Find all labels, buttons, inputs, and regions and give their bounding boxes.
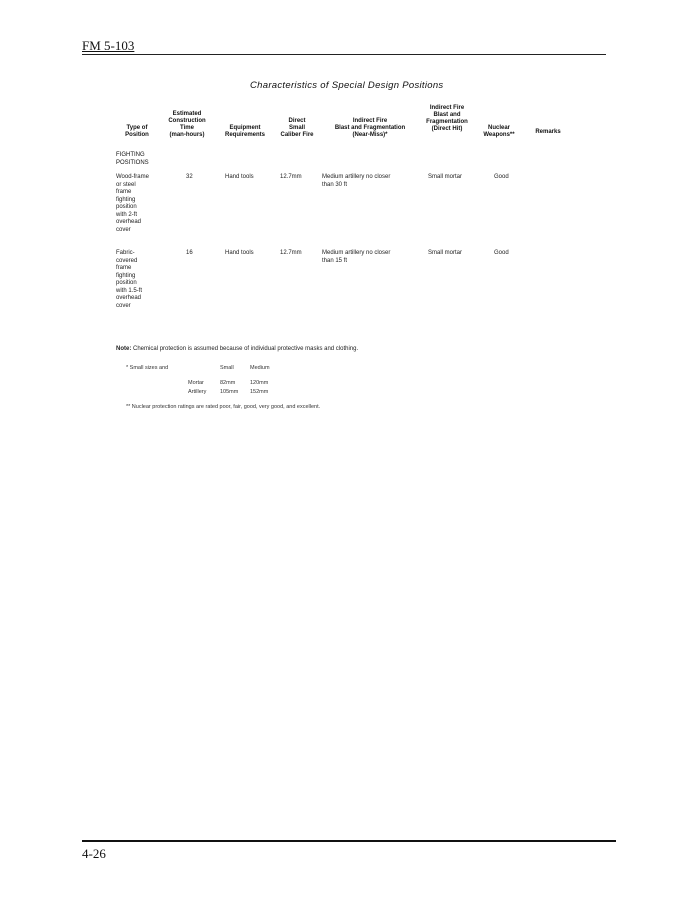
row-1-equipment: Hand tools — [225, 174, 254, 180]
size-row-mortar-name: Mortar — [188, 380, 204, 386]
row-1-time: 32 — [186, 174, 193, 180]
row-1-type: Wood-frame or steel frame fighting position with 2-ft overhead cover — [116, 174, 149, 233]
row-2-near-miss: Medium artillery no closer than 15 ft — [322, 250, 391, 264]
size-row-artillery-medium: 152mm — [250, 389, 269, 395]
note-text: Chemical protection is assumed because of individual protective masks and clothing. — [133, 346, 359, 352]
column-header-direct-hit: Indirect Fire Blast and Fragmentation (Direct Hit) — [426, 105, 468, 132]
table-note — [116, 346, 358, 352]
row-2-equipment: Hand tools — [225, 250, 254, 256]
size-row-mortar-medium: 120mm — [250, 380, 269, 386]
size-row-mortar-small: 82mm — [220, 380, 236, 386]
row-2-direct-fire: 12.7mm — [280, 250, 302, 256]
column-header-remarks: Remarks — [535, 129, 561, 135]
size-row-artillery-small: 105mm — [220, 389, 239, 395]
row-1-near-miss: Medium artillery no closer than 30 ft — [322, 174, 391, 188]
column-header-equipment: Equipment Requirements — [224, 125, 265, 138]
row-2-time: 16 — [186, 250, 193, 256]
page-footer-rule — [82, 840, 616, 842]
page-header — [82, 40, 606, 55]
row-2-direct-hit: Small mortar — [428, 250, 463, 256]
footnote-size-intro: * Small sizes and — [126, 365, 169, 371]
table-title: Characteristics of Special Design Positions — [250, 80, 444, 91]
column-header-time: Estimated Construction Time (man-hours) — [168, 111, 206, 138]
column-header-nuclear: Nuclear Weapons** — [483, 125, 515, 138]
row-2-nuclear: Good — [494, 250, 509, 256]
size-header-medium: Medium — [250, 365, 270, 371]
section-label: FIGHTING POSITIONS — [116, 152, 149, 166]
row-1-direct-fire: 12.7mm — [280, 174, 302, 180]
column-header-type: Type of Position — [125, 125, 149, 138]
row-2-type: Fabric- covered frame fighting position with 1.5-ft overhead cover — [116, 250, 143, 309]
row-1-nuclear: Good — [494, 174, 509, 180]
size-row-artillery-name: Artillery — [188, 389, 207, 395]
row-1-direct-hit: Small mortar — [428, 174, 463, 180]
note-label: Note: — [116, 346, 132, 352]
footnote-nuclear: ** Nuclear protection ratings are rated poor, fair, good, very good, and excellent. — [126, 404, 321, 410]
column-header-near-miss: Indirect Fire Blast and Fragmentation (Near-Miss)* — [334, 118, 406, 138]
column-header-direct-fire: Direct Small Caliber Fire — [280, 118, 314, 138]
document-id: FM 5-103 — [82, 38, 135, 53]
size-header-small: Small — [220, 365, 234, 371]
page-number: 4-26 — [82, 846, 106, 861]
